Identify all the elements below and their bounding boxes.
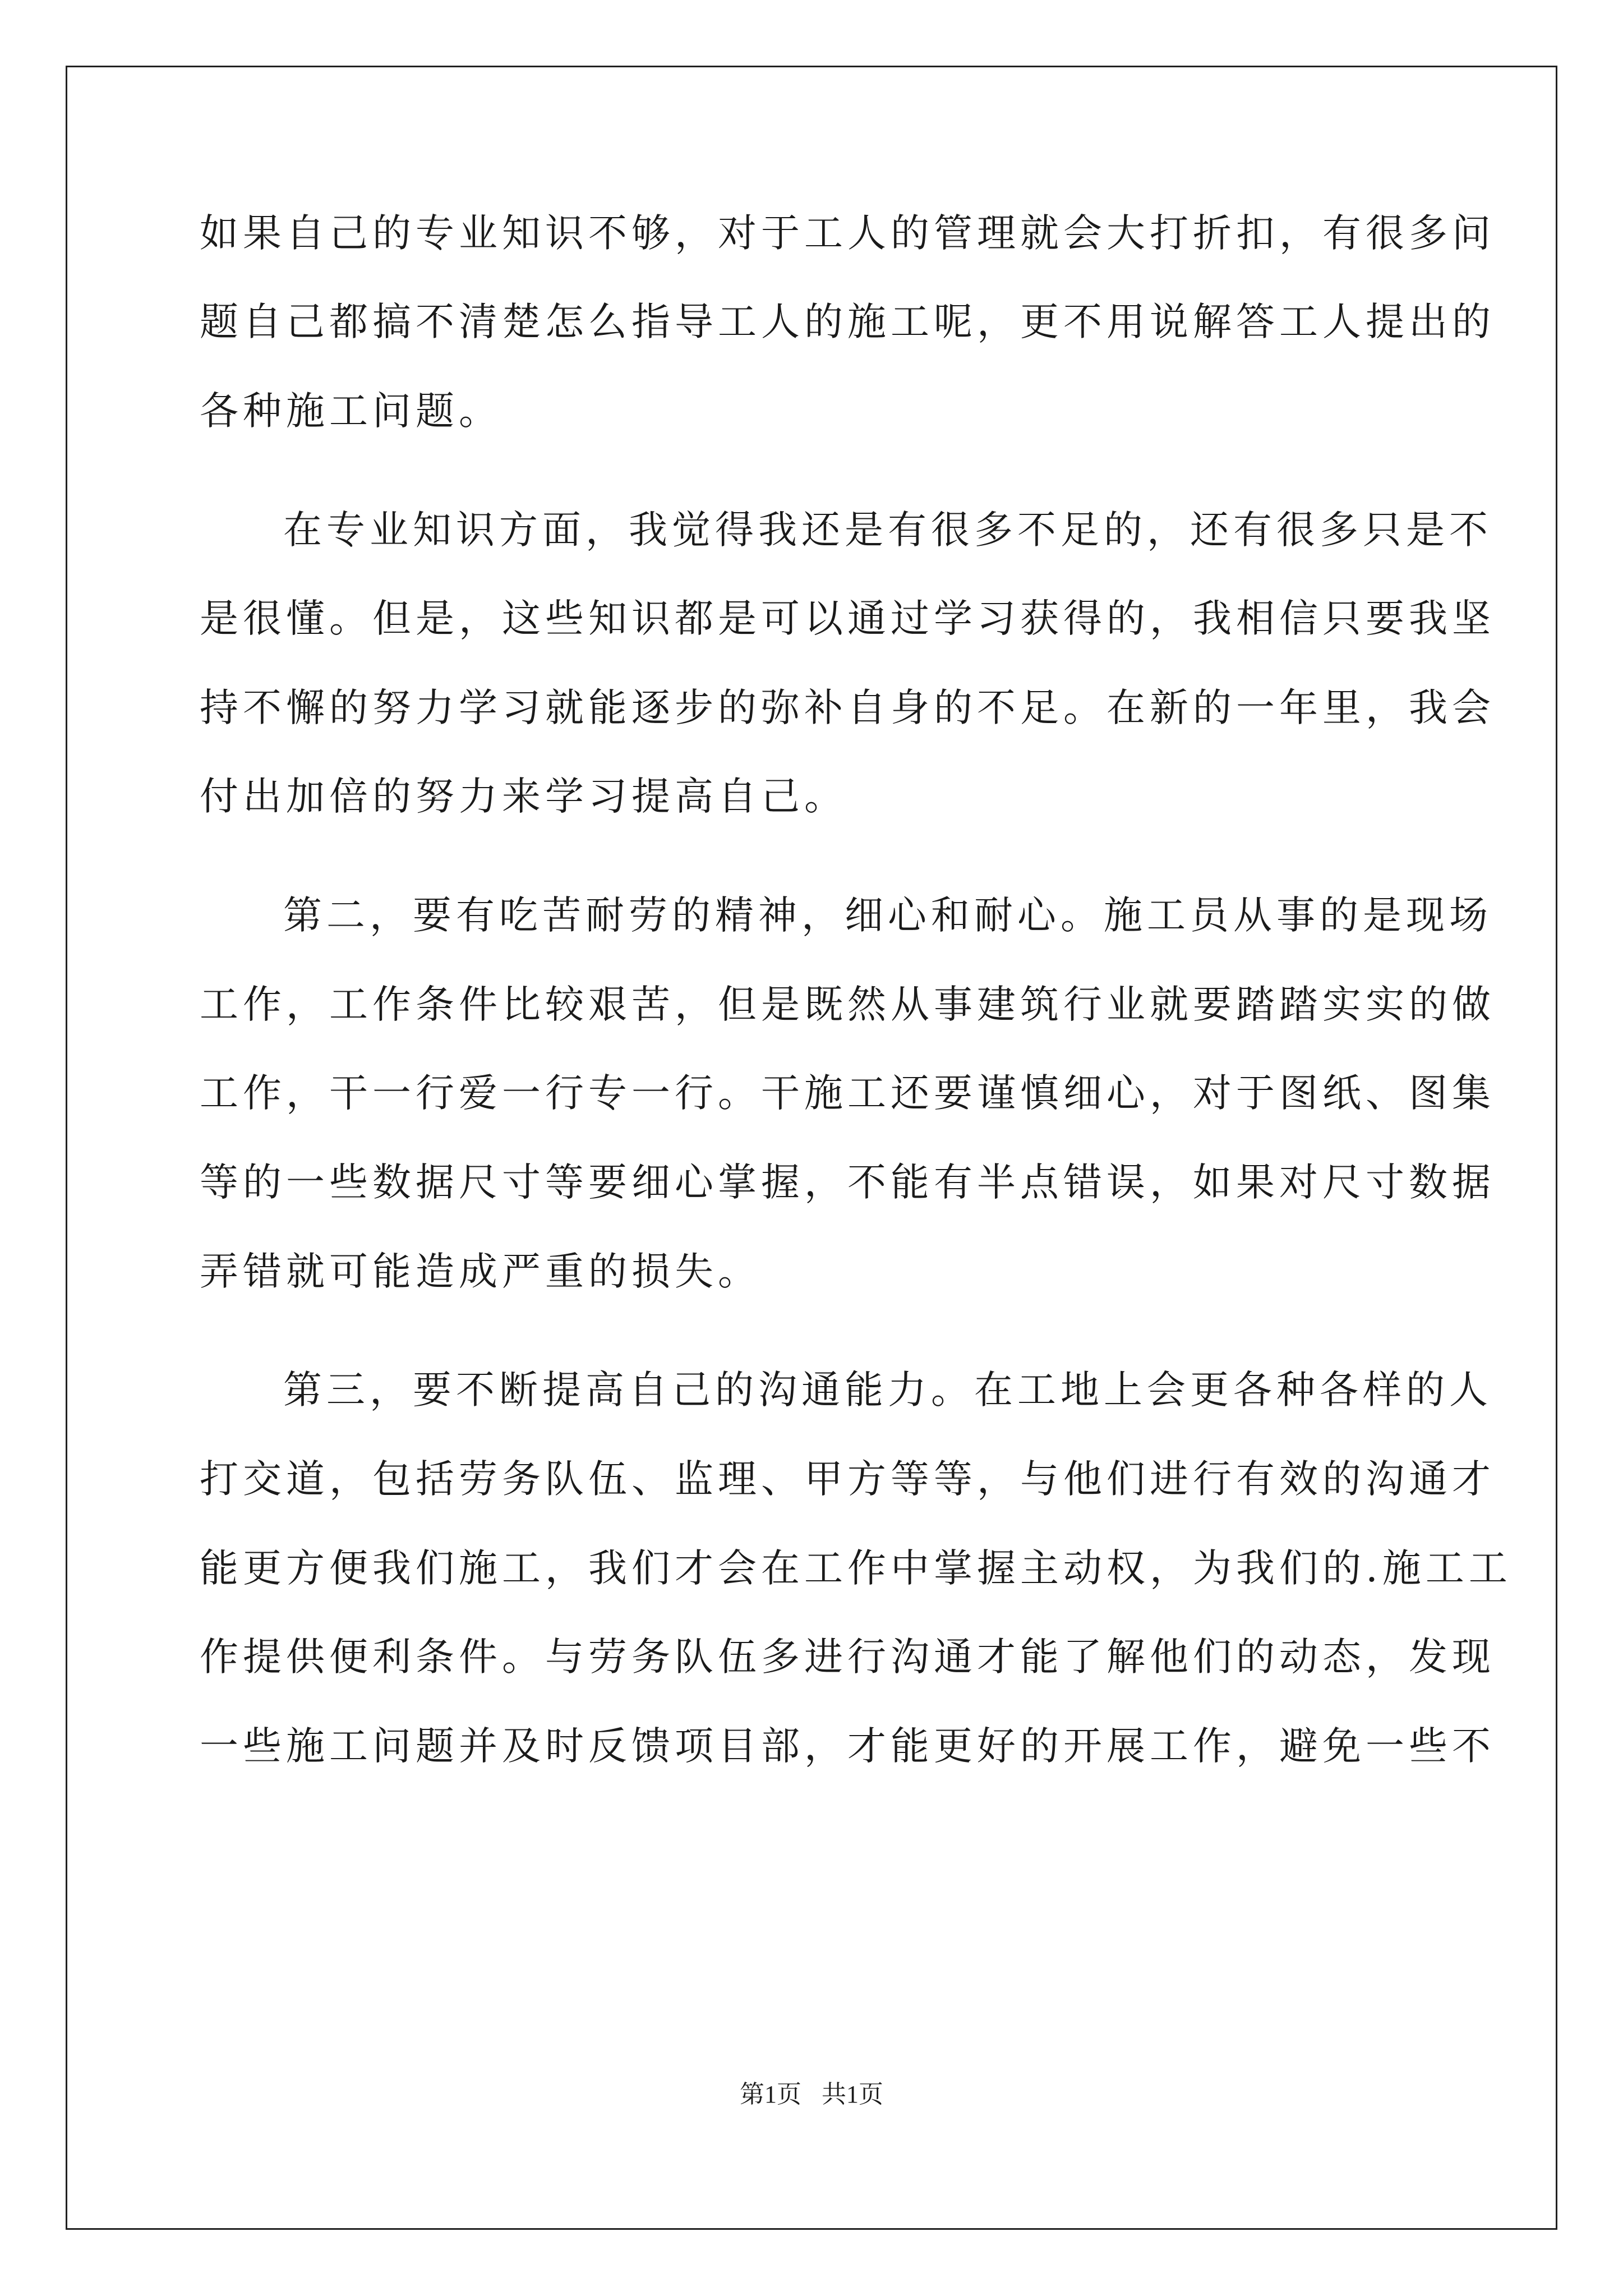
text-line: 工作，工作条件比较艰苦，但是既然从事建筑行业就要踏踏实实的做 [200, 982, 1495, 1027]
page-number-current: 第1页 [740, 2081, 801, 2108]
text-line: 是很懂。但是，这些知识都是可以通过学习获得的，我相信只要我坚 [200, 596, 1495, 641]
text-line: 工作，干一行爱一行专一行。干施工还要谨慎细心，对于图纸、图集 [200, 1071, 1495, 1116]
page-number-total: 共1页 [822, 2081, 883, 2108]
text-line: 等的一些数据尺寸等要细心掌握，不能有半点错误，如果对尺寸数据 [200, 1160, 1495, 1205]
text-line: 付出加倍的努力来学习提高自己。 [200, 774, 847, 819]
text-line: 弄错就可能造成严重的损失。 [200, 1249, 761, 1294]
text-line: 如果自己的专业知识不够，对于工人的管理就会大打折扣，有很多问 [200, 211, 1495, 256]
text-line: 各种施工问题。 [200, 389, 502, 434]
paragraph-first-line: 第三，要不断提高自己的沟通能力。在工地上会更各种各样的人 [283, 1368, 1492, 1412]
text-line: 能更方便我们施工，我们才会在工作中掌握主动权，为我们的.施工工 [200, 1546, 1512, 1591]
text-line: 一些施工问题并及时反馈项目部，才能更好的开展工作，避免一些不 [200, 1724, 1495, 1769]
page-footer [0, 2082, 1623, 2107]
text-line: 题自己都搞不清楚怎么指导工人的施工呢，更不用说解答工人提出的 [200, 300, 1495, 344]
text-line: 持不懈的努力学习就能逐步的弥补自身的不足。在新的一年里，我会 [200, 685, 1495, 730]
paragraph-first-line: 在专业知识方面，我觉得我还是有很多不足的，还有很多只是不 [283, 508, 1492, 553]
paragraph-first-line: 第二，要有吃苦耐劳的精神，细心和耐心。施工员从事的是现场 [283, 893, 1492, 938]
text-line: 作提供便利条件。与劳务队伍多进行沟通才能了解他们的动态，发现 [200, 1635, 1495, 1680]
text-line: 打交道，包括劳务队伍、监理、甲方等等，与他们进行有效的沟通才 [200, 1457, 1495, 1502]
